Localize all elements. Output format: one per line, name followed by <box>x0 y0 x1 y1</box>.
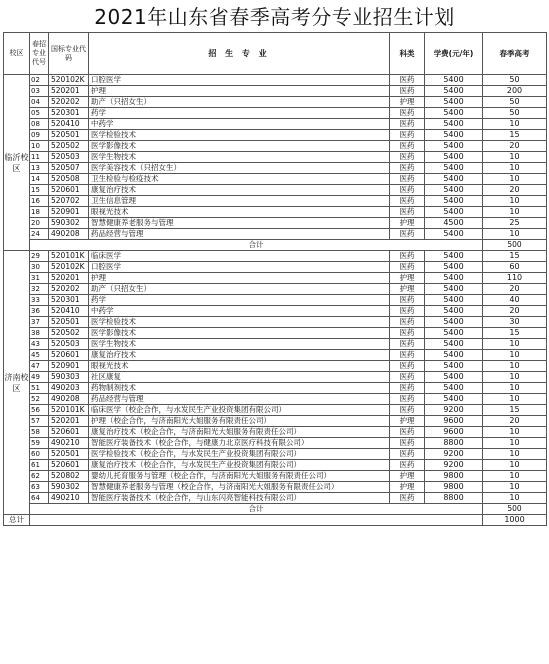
row-quota: 20 <box>483 416 547 427</box>
row-code: 36 <box>30 306 49 317</box>
row-category: 医药 <box>390 372 425 383</box>
row-code: 11 <box>30 152 49 163</box>
row-tuition: 5400 <box>425 108 483 119</box>
row-major: 医学生物技术 <box>89 152 390 163</box>
row-national-code: 520507 <box>49 163 89 174</box>
row-major: 护理 <box>89 86 390 97</box>
table-row <box>4 229 547 240</box>
row-code: 13 <box>30 163 49 174</box>
row-tuition: 5400 <box>425 339 483 350</box>
row-tuition: 5400 <box>425 306 483 317</box>
row-quota: 10 <box>483 427 547 438</box>
row-category: 医药 <box>390 75 425 86</box>
row-tuition: 8800 <box>425 438 483 449</box>
row-tuition: 5400 <box>425 163 483 174</box>
row-quota: 10 <box>483 163 547 174</box>
row-code: 30 <box>30 262 49 273</box>
row-category: 护理 <box>390 471 425 482</box>
subtotal-row <box>4 240 547 251</box>
row-national-code: 520410 <box>49 119 89 130</box>
row-tuition: 5400 <box>425 229 483 240</box>
row-code: 03 <box>30 86 49 97</box>
table-row <box>4 482 547 493</box>
row-category: 医药 <box>390 108 425 119</box>
row-category: 护理 <box>390 97 425 108</box>
row-national-code: 490203 <box>49 383 89 394</box>
row-quota: 25 <box>483 218 547 229</box>
row-quota: 10 <box>483 493 547 504</box>
row-quota: 10 <box>483 350 547 361</box>
total-value: 1000 <box>483 515 547 526</box>
row-code: 57 <box>30 416 49 427</box>
row-quota: 10 <box>483 460 547 471</box>
table-row <box>4 130 547 141</box>
row-code: 20 <box>30 218 49 229</box>
row-major: 康复治疗技术 <box>89 185 390 196</box>
row-national-code: 520501 <box>49 449 89 460</box>
row-code: 04 <box>30 97 49 108</box>
row-code: 49 <box>30 372 49 383</box>
enrollment-table <box>3 32 547 526</box>
row-national-code: 520502 <box>49 328 89 339</box>
header-row <box>4 33 547 75</box>
table-row <box>4 251 547 262</box>
row-tuition: 9800 <box>425 482 483 493</box>
row-code: 63 <box>30 482 49 493</box>
row-national-code: 520410 <box>49 306 89 317</box>
row-national-code: 520102K <box>49 262 89 273</box>
table-row <box>4 361 547 372</box>
row-quota: 60 <box>483 262 547 273</box>
row-quota: 20 <box>483 141 547 152</box>
table-row <box>4 284 547 295</box>
row-tuition: 5400 <box>425 295 483 306</box>
row-quota: 50 <box>483 108 547 119</box>
row-category: 医药 <box>390 163 425 174</box>
row-quota: 10 <box>483 372 547 383</box>
row-national-code: 590302 <box>49 482 89 493</box>
row-code: 14 <box>30 174 49 185</box>
table-row <box>4 108 547 119</box>
row-code: 31 <box>30 273 49 284</box>
total-label: 总计 <box>4 515 30 526</box>
row-national-code: 520101K <box>49 405 89 416</box>
row-national-code: 590302 <box>49 218 89 229</box>
row-code: 45 <box>30 350 49 361</box>
row-national-code: 490208 <box>49 394 89 405</box>
row-code: 58 <box>30 427 49 438</box>
row-tuition: 9200 <box>425 460 483 471</box>
row-national-code: 520601 <box>49 460 89 471</box>
table-row <box>4 471 547 482</box>
table-row <box>4 207 547 218</box>
header-quota: 春季高考 <box>483 33 547 75</box>
header-campus: 校区 <box>4 33 30 75</box>
row-quota: 10 <box>483 196 547 207</box>
table-row <box>4 75 547 86</box>
header-major: 招 生 专 业 <box>89 33 390 75</box>
row-quota: 10 <box>483 174 547 185</box>
row-tuition: 5400 <box>425 75 483 86</box>
row-code: 09 <box>30 130 49 141</box>
table-row <box>4 86 547 97</box>
table-row <box>4 185 547 196</box>
row-quota: 30 <box>483 317 547 328</box>
table-row <box>4 383 547 394</box>
row-code: 52 <box>30 394 49 405</box>
row-tuition: 5400 <box>425 119 483 130</box>
table-row <box>4 119 547 130</box>
row-major: 康复治疗技术（校企合作，与济南阳光大姐服务有限责任公司） <box>89 427 390 438</box>
row-category: 医药 <box>390 438 425 449</box>
table-row <box>4 317 547 328</box>
row-code: 59 <box>30 438 49 449</box>
row-major: 智慧健康养老服务与管理 <box>89 218 390 229</box>
table-row <box>4 97 547 108</box>
row-national-code: 520901 <box>49 361 89 372</box>
row-category: 医药 <box>390 427 425 438</box>
row-national-code: 520101K <box>49 251 89 262</box>
row-code: 15 <box>30 185 49 196</box>
table-row <box>4 339 547 350</box>
row-national-code: 520503 <box>49 339 89 350</box>
row-national-code: 520301 <box>49 108 89 119</box>
row-category: 医药 <box>390 328 425 339</box>
row-national-code: 520202 <box>49 97 89 108</box>
row-national-code: 490210 <box>49 493 89 504</box>
table-row <box>4 262 547 273</box>
row-code: 29 <box>30 251 49 262</box>
table-row <box>4 306 547 317</box>
row-national-code: 520702 <box>49 196 89 207</box>
row-category: 护理 <box>390 416 425 427</box>
row-tuition: 5400 <box>425 174 483 185</box>
row-major: 眼视光技术 <box>89 361 390 372</box>
row-tuition: 5400 <box>425 86 483 97</box>
row-national-code: 520501 <box>49 130 89 141</box>
row-code: 18 <box>30 207 49 218</box>
row-tuition: 5400 <box>425 284 483 295</box>
row-tuition: 5400 <box>425 350 483 361</box>
row-quota: 20 <box>483 306 547 317</box>
row-code: 33 <box>30 295 49 306</box>
row-quota: 40 <box>483 295 547 306</box>
header-code: 春招专业代号 <box>30 33 49 75</box>
table-row <box>4 218 547 229</box>
row-category: 护理 <box>390 482 425 493</box>
row-national-code: 520502 <box>49 141 89 152</box>
row-quota: 10 <box>483 438 547 449</box>
row-tuition: 5400 <box>425 328 483 339</box>
table-row <box>4 152 547 163</box>
row-category: 医药 <box>390 361 425 372</box>
table-row <box>4 438 547 449</box>
row-category: 医药 <box>390 449 425 460</box>
row-quota: 10 <box>483 383 547 394</box>
row-tuition: 5400 <box>425 372 483 383</box>
row-major: 社区康复 <box>89 372 390 383</box>
subtotal-label: 合计 <box>30 504 483 515</box>
row-category: 医药 <box>390 262 425 273</box>
table-row <box>4 295 547 306</box>
row-national-code: 520601 <box>49 427 89 438</box>
row-major: 康复治疗技术 <box>89 350 390 361</box>
row-category: 医药 <box>390 174 425 185</box>
row-quota: 15 <box>483 328 547 339</box>
table-row <box>4 394 547 405</box>
row-major: 中药学 <box>89 306 390 317</box>
row-major: 药物制剂技术 <box>89 383 390 394</box>
table-row <box>4 163 547 174</box>
table-row <box>4 416 547 427</box>
row-tuition: 5400 <box>425 361 483 372</box>
row-national-code: 520901 <box>49 207 89 218</box>
row-category: 医药 <box>390 405 425 416</box>
row-quota: 10 <box>483 361 547 372</box>
row-category: 医药 <box>390 152 425 163</box>
row-major: 护理（校企合作，与济南阳光大姐服务有限责任公司） <box>89 416 390 427</box>
row-code: 37 <box>30 317 49 328</box>
table-row <box>4 273 547 284</box>
row-national-code: 520508 <box>49 174 89 185</box>
row-quota: 15 <box>483 251 547 262</box>
row-national-code: 520301 <box>49 295 89 306</box>
row-category: 医药 <box>390 251 425 262</box>
subtotal-label: 合计 <box>30 240 483 251</box>
row-major: 药品经营与管理 <box>89 229 390 240</box>
row-national-code: 520202 <box>49 284 89 295</box>
total-row <box>4 515 547 526</box>
row-category: 医药 <box>390 130 425 141</box>
row-category: 医药 <box>390 383 425 394</box>
row-major: 康复治疗技术（校企合作，与水发民生产业投资集团有限公司） <box>89 460 390 471</box>
row-code: 62 <box>30 471 49 482</box>
table-row <box>4 405 547 416</box>
header-category: 科类 <box>390 33 425 75</box>
row-code: 24 <box>30 229 49 240</box>
row-tuition: 5400 <box>425 394 483 405</box>
row-code: 10 <box>30 141 49 152</box>
row-category: 医药 <box>390 229 425 240</box>
row-tuition: 5400 <box>425 251 483 262</box>
row-tuition: 9800 <box>425 471 483 482</box>
row-category: 医药 <box>390 339 425 350</box>
table-row <box>4 427 547 438</box>
row-national-code: 520201 <box>49 273 89 284</box>
row-major: 药学 <box>89 295 390 306</box>
row-tuition: 9200 <box>425 405 483 416</box>
row-code: 64 <box>30 493 49 504</box>
row-quota: 10 <box>483 449 547 460</box>
row-major: 口腔医学 <box>89 262 390 273</box>
row-category: 医药 <box>390 86 425 97</box>
row-national-code: 520601 <box>49 350 89 361</box>
row-quota: 20 <box>483 284 547 295</box>
row-code: 02 <box>30 75 49 86</box>
row-major: 助产（只招女生） <box>89 284 390 295</box>
table-row <box>4 460 547 471</box>
row-major: 药品经营与管理 <box>89 394 390 405</box>
row-category: 医药 <box>390 185 425 196</box>
row-quota: 50 <box>483 75 547 86</box>
row-major: 卫生信息管理 <box>89 196 390 207</box>
row-national-code: 520802 <box>49 471 89 482</box>
row-major: 卫生检验与检疫技术 <box>89 174 390 185</box>
table-row <box>4 174 547 185</box>
row-tuition: 5400 <box>425 97 483 108</box>
row-national-code: 520601 <box>49 185 89 196</box>
table-row <box>4 493 547 504</box>
row-major: 婴幼儿托育服务与管理（校企合作，与济南阳光大姐服务有限责任公司） <box>89 471 390 482</box>
row-major: 医学影像技术 <box>89 328 390 339</box>
row-code: 43 <box>30 339 49 350</box>
row-major: 口腔医学 <box>89 75 390 86</box>
row-quota: 200 <box>483 86 547 97</box>
row-quota: 10 <box>483 471 547 482</box>
row-category: 医药 <box>390 295 425 306</box>
row-code: 47 <box>30 361 49 372</box>
row-tuition: 5400 <box>425 185 483 196</box>
subtotal-row <box>4 504 547 515</box>
row-tuition: 8800 <box>425 493 483 504</box>
row-quota: 10 <box>483 207 547 218</box>
row-category: 医药 <box>390 141 425 152</box>
row-major: 临床医学 <box>89 251 390 262</box>
row-quota: 10 <box>483 339 547 350</box>
row-tuition: 5400 <box>425 262 483 273</box>
row-quota: 10 <box>483 229 547 240</box>
row-category: 护理 <box>390 273 425 284</box>
row-quota: 15 <box>483 405 547 416</box>
row-tuition: 5400 <box>425 207 483 218</box>
row-category: 医药 <box>390 460 425 471</box>
row-category: 医药 <box>390 119 425 130</box>
row-tuition: 5400 <box>425 130 483 141</box>
row-category: 医药 <box>390 306 425 317</box>
table-row <box>4 328 547 339</box>
row-national-code: 520501 <box>49 317 89 328</box>
row-code: 51 <box>30 383 49 394</box>
row-category: 医药 <box>390 196 425 207</box>
row-major: 临床医学（校企合作，与水发民生产业投资集团有限公司） <box>89 405 390 416</box>
row-tuition: 5400 <box>425 196 483 207</box>
row-tuition: 5400 <box>425 141 483 152</box>
row-major: 中药学 <box>89 119 390 130</box>
row-quota: 10 <box>483 152 547 163</box>
row-category: 医药 <box>390 317 425 328</box>
row-major: 助产（只招女生） <box>89 97 390 108</box>
row-code: 56 <box>30 405 49 416</box>
campus-name: 济南校区 <box>4 251 30 515</box>
row-major: 医学检验技术（校企合作，与水发民生产业投资集团有限公司） <box>89 449 390 460</box>
row-quota: 50 <box>483 97 547 108</box>
row-tuition: 9200 <box>425 449 483 460</box>
row-major: 医学检验技术 <box>89 317 390 328</box>
row-quota: 10 <box>483 394 547 405</box>
row-tuition: 4500 <box>425 218 483 229</box>
row-tuition: 5400 <box>425 273 483 284</box>
page-title: 2021年山东省春季高考分专业招生计划 <box>94 5 455 29</box>
table-row <box>4 141 547 152</box>
row-national-code: 490210 <box>49 438 89 449</box>
row-quota: 10 <box>483 119 547 130</box>
row-code: 16 <box>30 196 49 207</box>
row-major: 护理 <box>89 273 390 284</box>
subtotal-value: 500 <box>483 240 547 251</box>
row-code: 38 <box>30 328 49 339</box>
row-major: 医学影像技术 <box>89 141 390 152</box>
row-tuition: 5400 <box>425 152 483 163</box>
row-quota: 20 <box>483 185 547 196</box>
row-major: 智慧健康养老服务与管理（校企合作，与济南阳光大姐服务有限责任公司） <box>89 482 390 493</box>
row-tuition: 5400 <box>425 383 483 394</box>
row-national-code: 520102K <box>49 75 89 86</box>
row-code: 32 <box>30 284 49 295</box>
row-code: 05 <box>30 108 49 119</box>
row-tuition: 5400 <box>425 317 483 328</box>
header-national-code: 国标专业代码 <box>49 33 89 75</box>
table-row <box>4 196 547 207</box>
row-major: 眼视光技术 <box>89 207 390 218</box>
campus-name: 临沂校区 <box>4 75 30 251</box>
row-category: 护理 <box>390 284 425 295</box>
row-national-code: 490208 <box>49 229 89 240</box>
row-code: 61 <box>30 460 49 471</box>
row-quota: 15 <box>483 130 547 141</box>
row-national-code: 520201 <box>49 416 89 427</box>
subtotal-value: 500 <box>483 504 547 515</box>
row-category: 护理 <box>390 218 425 229</box>
row-code: 08 <box>30 119 49 130</box>
table-row <box>4 350 547 361</box>
table-row <box>4 449 547 460</box>
row-national-code: 590303 <box>49 372 89 383</box>
row-major: 药学 <box>89 108 390 119</box>
row-quota: 110 <box>483 273 547 284</box>
row-tuition: 9600 <box>425 427 483 438</box>
row-category: 医药 <box>390 207 425 218</box>
row-code: 60 <box>30 449 49 460</box>
row-national-code: 520503 <box>49 152 89 163</box>
row-major: 医学美容技术（只招女生） <box>89 163 390 174</box>
row-category: 医药 <box>390 394 425 405</box>
row-national-code: 520201 <box>49 86 89 97</box>
row-category: 医药 <box>390 493 425 504</box>
row-quota: 10 <box>483 482 547 493</box>
header-tuition: 学费(元/年) <box>425 33 483 75</box>
row-major: 医学生物技术 <box>89 339 390 350</box>
row-major: 智能医疗装备技术（校企合作，与健康力北京医疗科技有限公司） <box>89 438 390 449</box>
row-major: 智能医疗装备技术（校企合作，与山东闪亮智能科技有限公司） <box>89 493 390 504</box>
row-major: 医学检验技术 <box>89 130 390 141</box>
table-row <box>4 372 547 383</box>
table-body <box>4 75 547 526</box>
row-category: 医药 <box>390 350 425 361</box>
total-empty <box>30 515 483 526</box>
row-tuition: 9600 <box>425 416 483 427</box>
